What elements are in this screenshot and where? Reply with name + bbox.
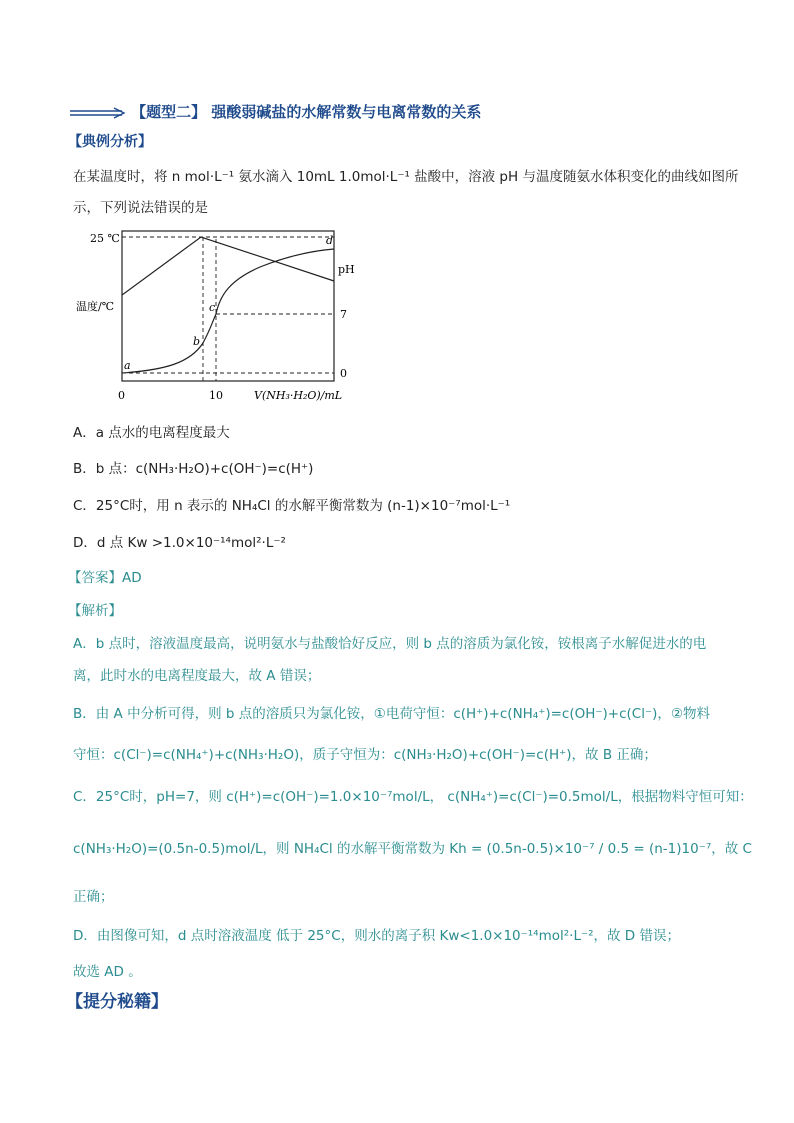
right-axis-label: pH	[338, 263, 355, 276]
ph-temperature-chart	[70, 225, 370, 407]
answer: 【答案】AD	[68, 570, 142, 586]
analysis-c-line-3: 正确；	[73, 889, 114, 905]
point-label-b: b	[193, 335, 201, 348]
double-line-arrow-icon	[68, 106, 126, 120]
option-b: B．b 点：c(NH₃·H₂O)+c(OH⁻)=c(H⁺)	[73, 461, 314, 477]
analysis-b-line-1: B．由 A 中分析可得，则 b 点的溶质只为氯化铵，①电荷守恒：c(H⁺)+c(NH₄⁺)=c(OH⁻)+c(Cl⁻)，②物料	[73, 706, 710, 722]
section-title: 【题型二】 强酸弱碱盐的水解常数与电离常数的关系	[131, 103, 482, 121]
x-axis-label: V(NH₃·H₂O)/mL	[254, 389, 343, 402]
ph-curve	[122, 249, 334, 373]
point-label-d: d	[326, 234, 334, 247]
example-label: 【典例分析】	[68, 134, 152, 150]
tick-25c: 25 ℃	[90, 232, 120, 245]
tick-ph7: 7	[340, 308, 347, 321]
analysis-a-line-1: A．b 点时，溶液温度最高，说明氨水与盐酸恰好反应，则 b 点的溶质为氯化铵，铵根离子水解促进水的电	[73, 636, 707, 652]
tick-ph0: 0	[340, 367, 347, 380]
tick-x10: 10	[209, 389, 223, 402]
analysis-c-line-1: C．25°C时，pH=7，则 c(H⁺)=c(OH⁻)=1.0×10⁻⁷mol/L， c(NH₄⁺)=c(Cl⁻)=0.5mol/L，根据物料守恒可知：	[73, 789, 753, 805]
analysis-conclusion: 故选 AD 。	[73, 964, 142, 980]
question-line-1: 在某温度时，将 n mol·L⁻¹ 氨水滴入 10mL 1.0mol·L⁻¹ 盐酸中，溶液 pH 与温度随氨水体积变化的曲线如图所	[73, 169, 739, 185]
option-c: C．25°C时，用 n 表示的 NH₄Cl 的水解平衡常数为 (n-1)×10⁻⁷mol·L⁻¹	[73, 498, 511, 514]
left-axis-label: 温度/℃	[76, 300, 115, 313]
analysis-b-line-2: 守恒：c(Cl⁻)=c(NH₄⁺)+c(NH₃·H₂O)，质子守恒为：c(NH₃·H₂O)+c(OH⁻)=c(H⁺)，故 B 正确；	[73, 747, 657, 763]
point-label-c: c	[209, 301, 216, 314]
analysis-a-line-2: 离，此时水的电离程度最大，故 A 错误；	[73, 668, 321, 684]
option-d: D．d 点 Kw >1.0×10⁻¹⁴mol²·L⁻²	[73, 535, 286, 551]
section-header	[68, 101, 481, 122]
analysis-label: 【解析】	[68, 603, 122, 619]
analysis-d-line-1: D．由图像可知，d 点时溶液温度 低于 25°C，则水的离子积 Kw<1.0×10⁻¹⁴mol²·L⁻²，故 D 错误；	[73, 928, 680, 944]
tips-label: 【提分秘籍】	[66, 992, 168, 1012]
option-a: A．a 点水的电离程度最大	[73, 425, 230, 441]
analysis-c-line-2: c(NH₃·H₂O)=(0.5n-0.5)mol/L，则 NH₄Cl 的水解平衡常数为 Kh = (0.5n-0.5)×10⁻⁷ / 0.5 = (n-1)10⁻⁷，故 C	[73, 841, 752, 857]
point-label-a: a	[124, 359, 131, 372]
question-line-2: 示，下列说法错误的是	[73, 200, 208, 216]
tick-x0: 0	[118, 389, 125, 402]
temperature-curve	[122, 237, 334, 295]
